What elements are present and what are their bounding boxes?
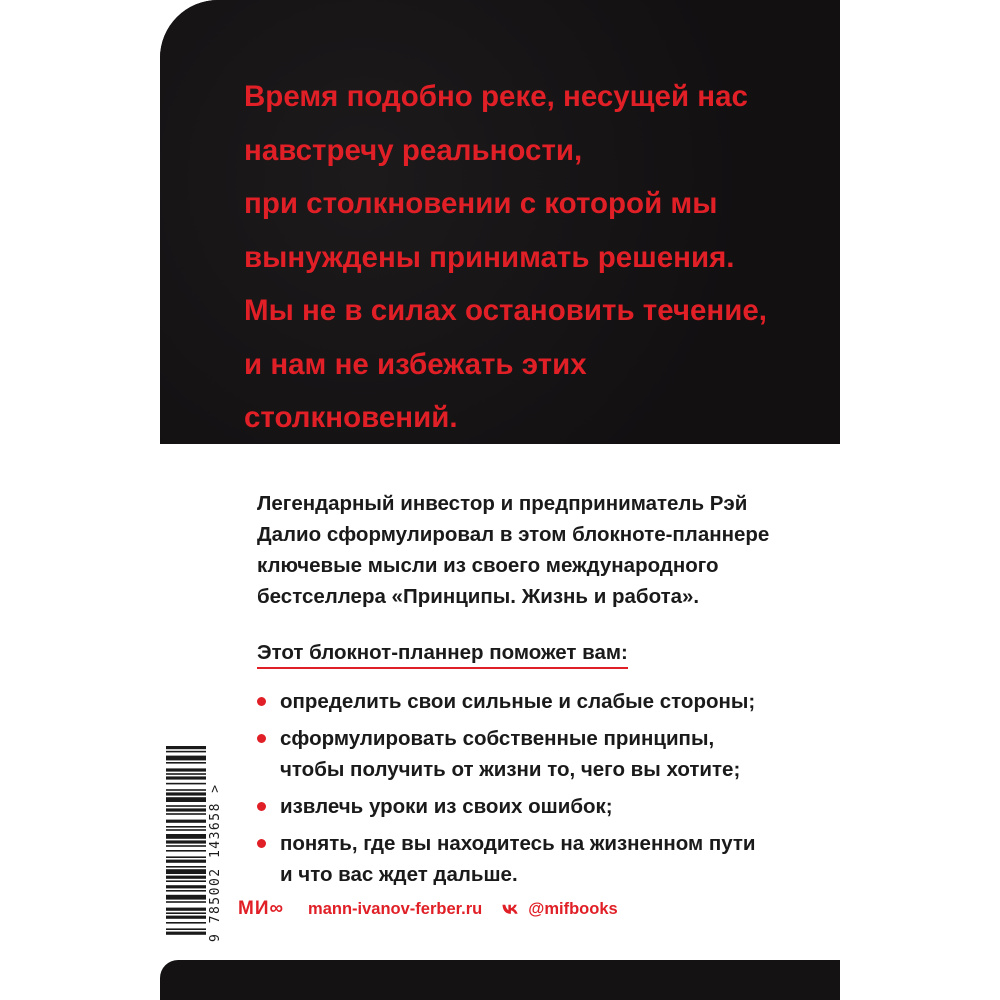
barcode-bar (166, 922, 206, 924)
barcode-bar (166, 773, 206, 775)
description-line: Легендарный инвестор и предприниматель Рэй (257, 492, 748, 515)
barcode-bar (166, 845, 206, 847)
barcode-bar (166, 789, 206, 791)
list-item-line: чтобы получить от жизни то, чего вы хотите; (280, 758, 741, 781)
barcode-bar (166, 876, 206, 879)
book-back-cover (160, 0, 840, 1000)
quote-panel (160, 0, 840, 444)
bullet-dot-icon (257, 839, 266, 848)
list-item-line: определить свои сильные и слабые стороны; (280, 690, 756, 713)
barcode-bars (166, 742, 214, 940)
list-item-line: сформулировать собственные принципы, (280, 727, 715, 750)
barcode-bar (166, 834, 206, 839)
bullet-dot-icon (257, 802, 266, 811)
barcode-bar (166, 756, 206, 761)
bottom-dark-strip (160, 960, 840, 1000)
barcode-bar (166, 890, 206, 892)
barcode-bar (166, 762, 206, 764)
barcode-bar (166, 797, 206, 802)
list-item (257, 828, 817, 890)
vk-icon[interactable] (502, 904, 520, 915)
quote-line: при столкновении с которой мы (244, 187, 718, 220)
barcode-bar (166, 869, 206, 874)
barcode-bar (166, 895, 206, 900)
barcode-bar (166, 856, 206, 858)
list-item (257, 686, 817, 717)
barcode-bar (166, 808, 206, 811)
barcode-bar (166, 866, 206, 868)
quote-line: Время подобно реке, несущей нас (244, 80, 748, 113)
description (257, 488, 817, 612)
bullet-dot-icon (257, 734, 266, 743)
quote-line: и нам не избежать этих (244, 347, 587, 381)
barcode-bar (166, 860, 206, 863)
barcode-bar (166, 826, 206, 828)
barcode-bar (166, 805, 206, 807)
list-item (257, 723, 817, 785)
barcode-bar (166, 901, 206, 903)
publisher-logo: МИ∞ (238, 898, 285, 919)
barcode-bar (166, 928, 206, 930)
publisher-footer (238, 898, 618, 920)
barcode-bar (166, 792, 206, 795)
list-item (257, 791, 817, 822)
list-item-line: извлечь уроки из своих ошибок; (280, 795, 613, 818)
bullet-dot-icon (257, 697, 266, 706)
list-item-line: и что вас ждет дальше. (280, 863, 518, 886)
barcode-bar (166, 746, 206, 749)
barcode-bar (166, 912, 206, 914)
quote-line: вынуждены принимать решения. (244, 240, 735, 274)
benefits-list (257, 686, 817, 896)
barcode-bar (166, 813, 206, 815)
barcode-bar (166, 916, 206, 919)
barcode-bar (166, 783, 206, 785)
barcode-bar (166, 932, 206, 935)
description-line: ключевые мысли из своего международного (257, 554, 719, 577)
barcode-bar (166, 840, 206, 843)
barcode-bar (166, 768, 206, 771)
quote-text (244, 70, 834, 445)
barcode-bar (166, 880, 206, 882)
barcode-bar (166, 776, 206, 779)
barcode-digits: 9 785002 143658 > (208, 783, 223, 942)
barcode-bar (166, 820, 206, 823)
barcode-bar (166, 908, 206, 911)
publisher-url[interactable]: mann-ivanov-ferber.ru (308, 899, 483, 918)
barcode (160, 742, 222, 940)
social-handle[interactable]: @mifbooks (528, 899, 618, 918)
barcode-bar (166, 829, 206, 831)
barcode-bar (166, 850, 206, 852)
description-line: бестселлера «Принципы. Жизнь и работа». (257, 585, 700, 608)
quote-line: Мы не в силах остановить течение, (244, 294, 767, 327)
quote-line: навстречу реальности, (244, 133, 583, 167)
description-line: Далио сформулировал в этом блокноте-планнере (257, 523, 770, 546)
quote-line: столкновений. (244, 401, 458, 434)
barcode-bar (166, 751, 206, 753)
list-heading: Этот блокнот-планнер поможет вам: (257, 641, 628, 669)
barcode-bar (166, 885, 206, 888)
list-item-line: понять, где вы находитесь на жизненном пути (280, 832, 756, 855)
